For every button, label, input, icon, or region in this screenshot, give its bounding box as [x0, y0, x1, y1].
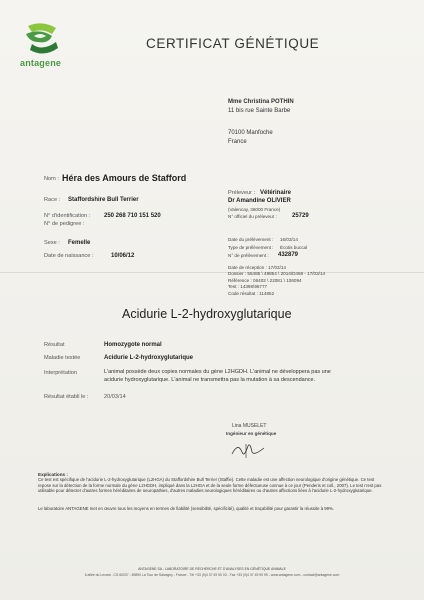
test-label: Test :	[228, 284, 239, 290]
reference: 06402 \ 22081 \ 106094	[253, 277, 302, 283]
sampler-name: Dr Amandine OLIVIER	[228, 198, 291, 204]
owner-city: 70100 Manfoche	[228, 130, 273, 136]
brand-name: antagene	[20, 58, 62, 68]
interpretation-text	[104, 369, 331, 384]
name-label: Nom :	[44, 176, 59, 182]
test-title: Acidurie L-2-hydroxyglutarique	[122, 307, 292, 321]
test-number: 14398\96777	[240, 284, 268, 290]
footer-contact: 6 allée du Levant - CS 60037 - 69890 La Tour de Salvagny - France - Tél +33 (0)4 37 49 90 03 - Fax +33 (0)4 37 49 90 99 - www.antagene.com - contact@antagene.com	[84, 573, 340, 577]
signature-icon	[230, 440, 266, 465]
page-title: CERTIFICAT GÉNÉTIQUE	[146, 36, 320, 51]
sampler-type: Vétérinaire	[260, 190, 292, 196]
signatory-name: Lina MUSELET	[232, 423, 267, 429]
sample-date: 16/03/14	[280, 237, 298, 242]
reception-block	[228, 265, 325, 297]
result-value: Homozygote normal	[104, 342, 162, 348]
antagene-logo-icon	[22, 22, 82, 78]
reception-date: 17/03/14	[268, 265, 286, 270]
code-label: Code résultat :	[228, 290, 258, 296]
interpretation-line-2: acidurie hydroxyglutarique. L'animal ne transmettra pas la mutation à sa descendance.	[104, 376, 316, 383]
owner-name: Mme Christina POTHIN	[228, 99, 294, 105]
animal-birth: 10/06/12	[111, 253, 135, 259]
interpretation-line-1: L'animal possède deux copies normales du gène L2HGDH. L'animal ne développera pas une	[104, 369, 331, 375]
lab-note: Le laboratoire ANTAGENE met en œuvre tous les moyens en termes de fiabilité (sensibilité, spécificité), qualité et traçabilité pour garantir la réussite à 99%.	[38, 506, 335, 511]
sample-number-label: N° de prélèvement :	[228, 253, 269, 258]
animal-name: Héra des Amours de Stafford	[62, 173, 187, 183]
interpretation-label: Interprétation	[44, 370, 77, 376]
result-date: 20/03/14	[104, 394, 126, 400]
animal-id: 250 268 710 151 520	[104, 213, 161, 219]
id-label: N° d'identification :	[44, 213, 91, 219]
dossier-label: Dossier :	[228, 271, 247, 277]
sampler-label: Préleveur :	[228, 190, 256, 196]
explanations-text: Ce test est spécifique de l'acidurie L-2-hydroxyglutarique (L2HGA) du Staffordshire Bull Terrier (Staffie). Cette maladie est une affection neurologique d'origine génétique. Ce test repose sur la détection de la forme normale du gène L2HGDH, impliqué dans la L2HGA et de la seule forme défectueuse connue à ce jour (Penderis et coll., 2007). Le test n'est pas utilisable pour détecter d'autres formes héréditaires de neuropathies, d'autres maladies neurologiques héréditaires ou d'autres affections liées à l'acidurie L-2-hydroxyglutarique.	[38, 477, 382, 493]
sampler-location: (Valencay, 36000 France)	[228, 207, 281, 212]
disease-label: Maladie testée	[44, 355, 81, 361]
signatory-role: Ingénieur en génétique	[226, 431, 277, 436]
explanations-heading: Explications :	[38, 472, 68, 477]
reference-label: Référence :	[228, 277, 252, 283]
result-code: 114852	[259, 290, 275, 296]
animal-breed: Staffordshire Bull Terrier	[68, 197, 139, 203]
sex-label: Sexe :	[44, 240, 60, 246]
sampler-number-label: N° officiel du préleveur :	[228, 214, 277, 219]
result-label: Résultat	[44, 342, 65, 348]
owner-country: France	[228, 138, 247, 145]
footer-company: ANTAGENE SA - LABORATOIRE DE RECHERCHE ET D'ANALYSES EN GÉNÉTIQUE ANIMALE	[138, 567, 286, 571]
page-fold-line	[0, 272, 424, 273]
breed-label: Race :	[44, 197, 61, 203]
sample-type: Écotis buccal	[280, 245, 308, 250]
birth-label: Date de naissance :	[44, 253, 94, 259]
result-date-label: Résultat établi le :	[44, 394, 89, 400]
sample-date-label: Date du prélèvement :	[228, 237, 274, 242]
sampler-number: 25729	[292, 213, 309, 219]
dossier: 55485 \ 49854 \ 2014/D468 - 17/03/14	[247, 271, 326, 277]
explanations	[38, 472, 388, 493]
pedigree-label: N° de pedigree :	[44, 221, 85, 227]
reception-date-label: Date de réception :	[228, 265, 267, 270]
sample-number: 432879	[278, 252, 299, 258]
owner-street: 11 bis rue Sainte Barbe	[228, 107, 291, 114]
sample-type-label: Type de prélèvement :	[228, 245, 274, 250]
owner-address	[228, 98, 294, 146]
disease-value: Acidurie L-2-hydroxyglutarique	[104, 355, 194, 361]
animal-sex: Femelle	[68, 240, 91, 246]
